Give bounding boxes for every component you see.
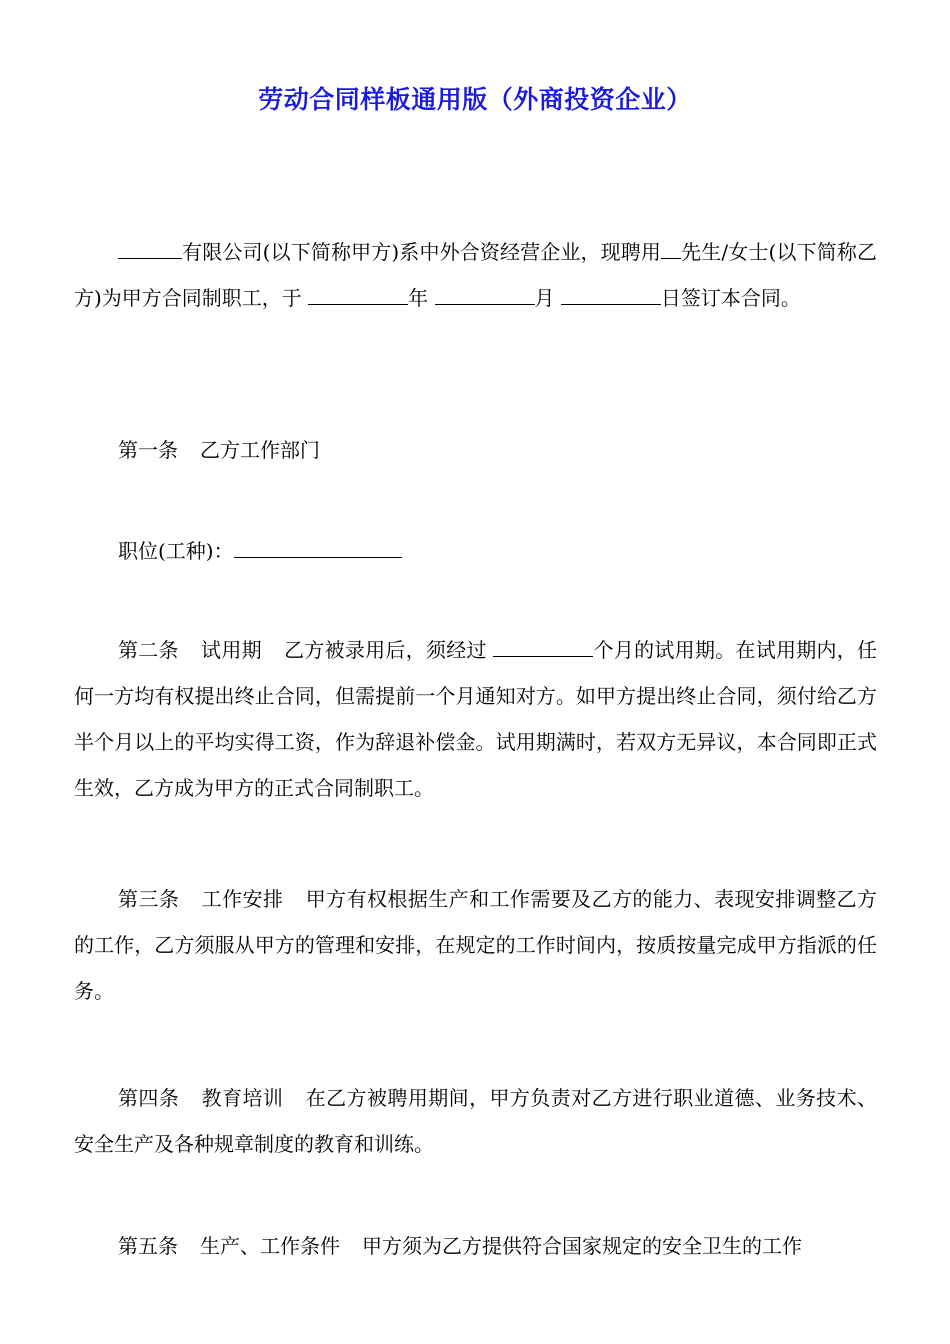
article-3 [74, 876, 877, 1014]
document-title: 劳动合同样板通用版（外商投资企业） [258, 85, 692, 114]
intro-paragraph [74, 229, 877, 321]
intro-company-text: 有限公司(以下简称甲方)系中外合资经营企业，现聘用 [182, 240, 662, 264]
article-1 [74, 427, 877, 473]
article-2-text-b: 个月的试用期。在试用期内，任何一方均有权提出终止合同，但需提前一个月通知对方。如甲方提出终止合同，须付给乙方半个月以上的平均实得工资，作为辞退补偿金。试用期满时，若双方无异议，本合同即正式生效，乙方成为甲方的正式合同制职工。 [74, 638, 878, 800]
year-blank [308, 284, 408, 305]
intro-month-text: 月 [534, 286, 555, 310]
article-5-topic: 生产、工作条件 [200, 1234, 340, 1258]
article-2-text-a: 乙方被录用后，须经过 [283, 638, 487, 662]
article-3-topic: 工作安排 [201, 887, 284, 911]
position-label: 职位(工种)： [118, 539, 234, 563]
article-4 [74, 1075, 877, 1167]
intro-year-text: 年 [408, 286, 429, 310]
day-blank [561, 284, 661, 305]
article-5-text: 甲方须为乙方提供符合国家规定的安全卫生的工作 [362, 1234, 802, 1258]
article-5 [74, 1223, 877, 1269]
article-1-heading: 第一条 [118, 438, 178, 462]
article-4-text: 在乙方被聘用期间，甲方负责对乙方进行职业道德、业务技术、安全生产及各种规章制度的教育和训练。 [74, 1086, 878, 1156]
article-2-heading: 第二条 [118, 638, 179, 662]
intro-day-text: 日签订本合同。 [660, 286, 801, 310]
month-blank [435, 284, 535, 305]
article-1-topic: 乙方工作部门 [200, 438, 320, 462]
company-name-blank [118, 238, 182, 259]
position-line [74, 528, 877, 574]
article-5-heading: 第五条 [118, 1234, 178, 1258]
intro-gender-text: 先生/女士(以下简称乙方)为甲方合同制职工，于 [74, 240, 877, 310]
probation-months-blank [493, 636, 593, 657]
article-4-topic: 教育培训 [201, 1086, 284, 1110]
article-4-heading: 第四条 [118, 1086, 180, 1110]
article-3-heading: 第三条 [118, 887, 180, 911]
article-3-text: 甲方有权根据生产和工作需要及乙方的能力、表现安排调整乙方的工作，乙方须服从甲方的管理和安排，在规定的工作时间内，按质按量完成甲方指派的任务。 [74, 887, 878, 1003]
employee-name-blank [661, 238, 681, 259]
position-blank [234, 537, 402, 558]
article-2 [74, 627, 877, 811]
article-2-topic: 试用期 [200, 638, 262, 662]
